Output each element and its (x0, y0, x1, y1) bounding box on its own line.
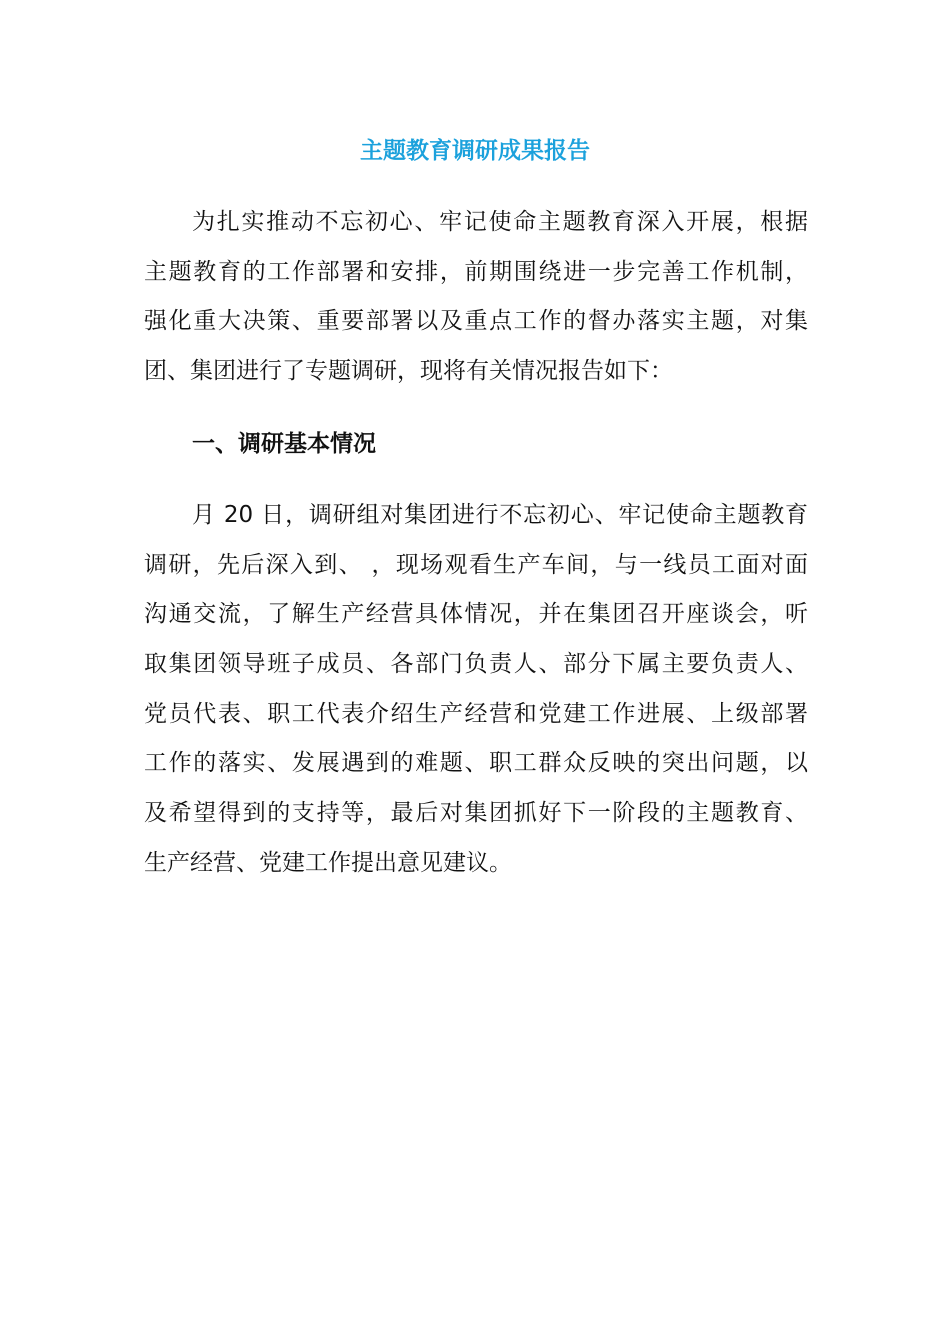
section-heading: 一、调研基本情况 (192, 431, 376, 457)
paragraph-line: 月 20 日，调研组对集团进行不忘初心、牢记使命主题教育 (192, 502, 808, 528)
document-title: 主题教育调研成果报告 (360, 138, 590, 164)
section1-paragraph (144, 491, 808, 889)
paragraph-line: 团、集团进行了专题调研，现将有关情况报告如下： (144, 358, 673, 385)
paragraph-line: 及希望得到的支持等，最后对集团抓好下一阶段的主题教育、 (144, 800, 808, 827)
paragraph-line: 调研，先后深入到、 ，现场观看生产车间，与一线员工面对面 (144, 551, 808, 578)
intro-paragraph (144, 198, 808, 397)
paragraph-line: 工作的落实、发展遇到的难题、职工群众反映的突出问题，以 (144, 750, 808, 777)
paragraph-line: 党员代表、职工代表介绍生产经营和党建工作进展、上级部署 (144, 700, 808, 727)
paragraph-line: 沟通交流，了解生产经营具体情况，并在集团召开座谈会，听 (144, 601, 808, 628)
paragraph-line: 取集团领导班子成员、各部门负责人、部分下属主要负责人、 (144, 651, 808, 678)
paragraph-line: 为扎实推动不忘初心、牢记使命主题教育深入开展，根据 (192, 209, 808, 235)
paragraph-line: 强化重大决策、重要部署以及重点工作的督办落实主题，对集 (144, 308, 808, 335)
paragraph-line: 生产经营、党建工作提出意见建议。 (144, 849, 512, 876)
paragraph-line: 主题教育的工作部署和安排，前期围绕进一步完善工作机制， (144, 258, 808, 285)
